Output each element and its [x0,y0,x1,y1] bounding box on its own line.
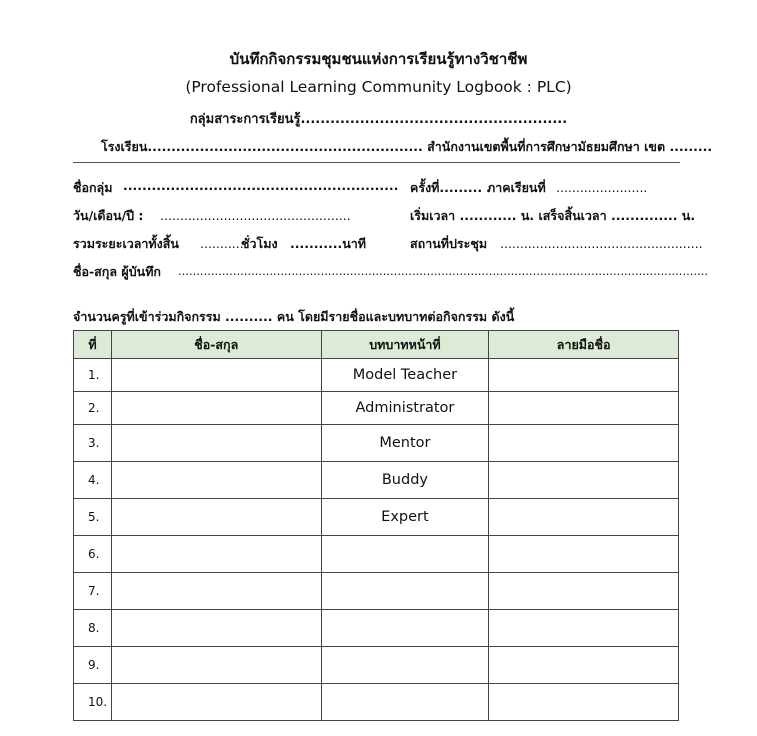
school-line: โรงเรียน.......................................................... สำนักงานเขตพื้นที่การศึกษามัธยมศึกษา เขต ......... [101,139,713,154]
semester-field[interactable]: ....................... [556,180,648,195]
table-row [74,359,679,392]
role-cell: Expert [321,499,489,536]
role-cell: Buddy [321,462,489,499]
venue-label: สถานที่ประชุม [410,236,488,251]
name-cell[interactable] [111,359,321,392]
role-cell: Model Teacher [321,359,489,392]
role-cell[interactable] [321,536,489,573]
header-role: บทบาทหน้าที่ [321,331,489,359]
role-cell[interactable] [321,647,489,684]
role-cell: Mentor [321,425,489,462]
row-number: 7. [74,573,112,610]
row-number: 8. [74,610,112,647]
table-row [74,647,679,684]
session-field[interactable]: ครั้งที่......... [410,180,483,195]
group-name-label: ชื่อกลุ่ม [73,180,113,195]
page-subtitle: (Professional Learning Community Logbook : PLC) [185,78,572,96]
header-divider [73,162,680,163]
attendance-table [73,330,679,721]
group-name-field[interactable]: .......................................................... [123,178,399,193]
role-cell[interactable] [321,684,489,721]
hours-label: ชั่วโมง [241,236,278,251]
signature-cell[interactable] [489,392,679,425]
signature-cell[interactable] [489,573,679,610]
name-cell[interactable] [111,462,321,499]
header-no: ที่ [74,331,112,359]
semester-label: ภาคเรียนที่ [487,180,546,195]
row-number: 9. [74,647,112,684]
table-row [74,462,679,499]
table-row [74,684,679,721]
table-row [74,610,679,647]
row-number: 6. [74,536,112,573]
row-number: 1. [74,359,112,392]
name-cell[interactable] [111,536,321,573]
signature-cell[interactable] [489,359,679,392]
table-row [74,536,679,573]
table-row [74,499,679,536]
header-signature: ลายมือชื่อ [489,331,679,359]
venue-field[interactable]: ................................................... [500,236,703,251]
signature-cell[interactable] [489,499,679,536]
attendance-intro: จำนวนครูที่เข้าร่วมกิจกรรม .......... คน โดยมีรายชื่อและบทบาทต่อกิจกรรม ดังนี้ [73,309,515,324]
total-time-label: รวมระยะเวลาทั้งสิ้น [73,236,179,251]
recorder-field[interactable]: ................................................................................................................................................. [178,264,709,278]
row-number: 2. [74,392,112,425]
signature-cell[interactable] [489,647,679,684]
row-number: 4. [74,462,112,499]
name-cell[interactable] [111,684,321,721]
header-name: ชื่อ-สกุล [111,331,321,359]
name-cell[interactable] [111,610,321,647]
table-header-row [74,331,679,359]
row-number: 10. [74,684,112,721]
name-cell[interactable] [111,499,321,536]
role-cell: Administrator [321,392,489,425]
time-range-field[interactable]: เริ่มเวลา ............ น. เสร็จสิ้นเวลา .............. น. [410,208,696,223]
page-title: บันทึกกิจกรรมชุมชนแห่งการเรียนรู้ทางวิชาชีพ [229,50,528,68]
signature-cell[interactable] [489,462,679,499]
name-cell[interactable] [111,573,321,610]
row-number: 3. [74,425,112,462]
signature-cell[interactable] [489,684,679,721]
table-row [74,573,679,610]
date-label: วัน/เดือน/ปี : [73,208,144,223]
name-cell[interactable] [111,425,321,462]
recorder-label: ชื่อ-สกุล ผู้บันทึก [73,264,162,279]
name-cell[interactable] [111,647,321,684]
hours-field[interactable]: ........... [200,236,244,251]
minutes-field[interactable]: ...........นาที [290,236,367,251]
signature-cell[interactable] [489,536,679,573]
table-row [74,425,679,462]
name-cell[interactable] [111,392,321,425]
signature-cell[interactable] [489,610,679,647]
subject-group-line: กลุ่มสาระการเรียนรู้...................................................... [189,112,568,127]
role-cell[interactable] [321,610,489,647]
signature-cell[interactable] [489,425,679,462]
table-row [74,392,679,425]
role-cell[interactable] [321,573,489,610]
row-number: 5. [74,499,112,536]
date-field[interactable]: ................................................ [160,208,351,223]
